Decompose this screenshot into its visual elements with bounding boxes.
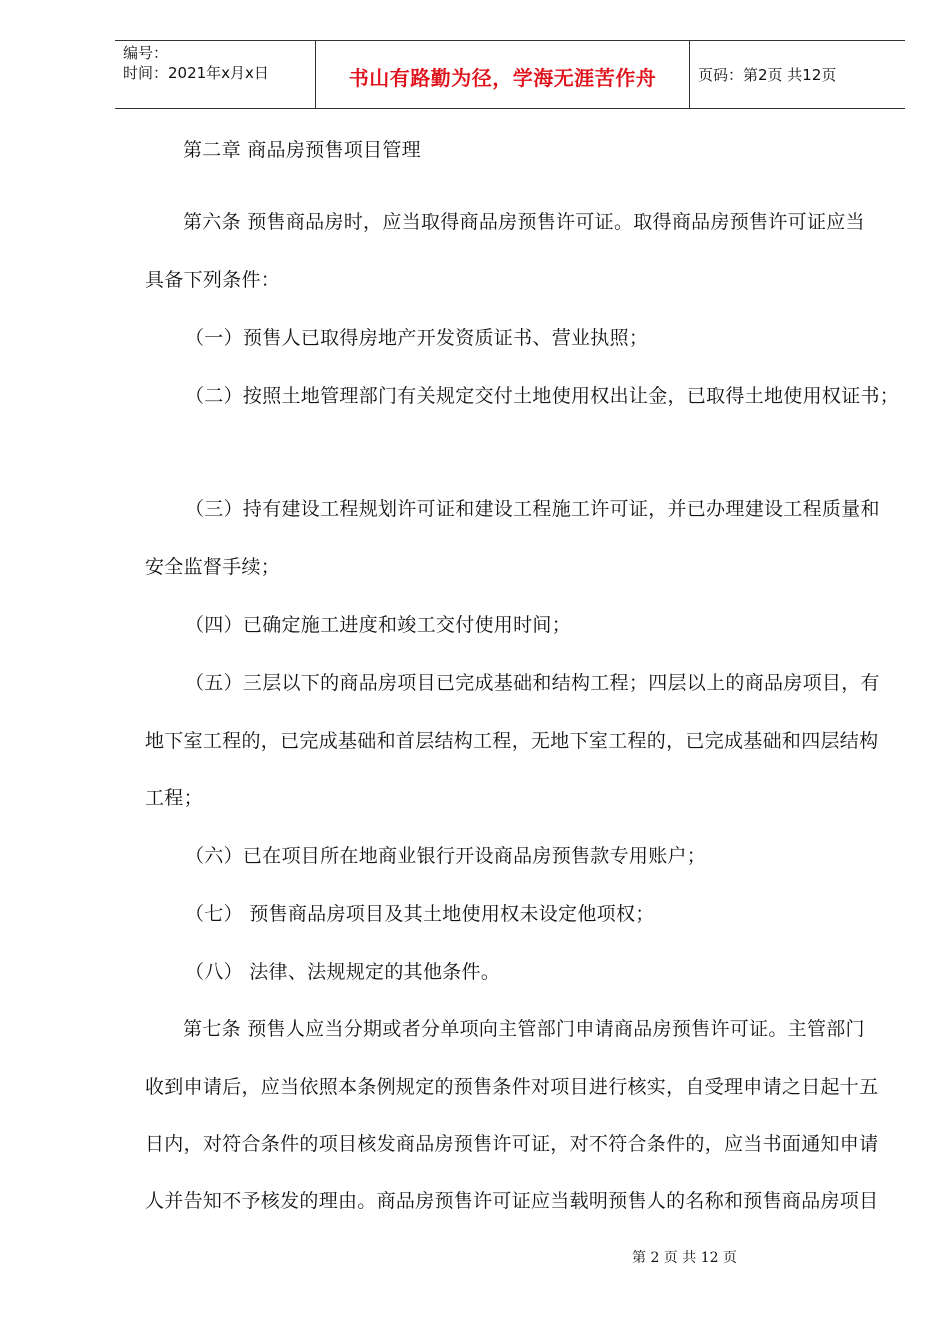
condition-6: （六）已在项目所在地商业银行开设商品房预售款专用账户； [185,845,707,867]
article-6-line-2: 具备下列条件： [145,269,281,291]
condition-5-line-2: 地下室工程的，已完成基础和首层结构工程，无地下室工程的，已完成基础和四层结构 [145,730,879,752]
document-time-label: 时间：2021年x月x日 [123,64,269,82]
page-header [115,40,905,109]
condition-4: （四）已确定施工进度和竣工交付使用时间； [185,614,572,636]
page-footer: 第 2 页 共 12 页 [632,1250,737,1266]
condition-8: （八） 法律、法规规定的其他条件。 [185,961,501,983]
header-meta [115,41,316,108]
condition-5-line-1: （五）三层以下的商品房项目已完成基础和结构工程；四层以上的商品房项目，有 [185,672,880,694]
article-6-line-1: 第六条 预售商品房时，应当取得商品房预售许可证。取得商品房预售许可证应当 [183,211,865,233]
condition-3-line-1: （三）持有建设工程规划许可证和建设工程施工许可证，并已办理建设工程质量和 [185,498,880,520]
header-motto-cell [316,41,690,108]
header-page-cell [690,41,905,108]
condition-7: （七） 预售商品房项目及其土地使用权未设定他项权； [185,903,655,925]
chapter-heading: 第二章 商品房预售项目管理 [183,139,421,161]
condition-1: （一）预售人已取得房地产开发资质证书、营业执照； [185,327,649,349]
article-7-line-1: 第七条 预售人应当分期或者分单项向主管部门申请商品房预售许可证。主管部门 [183,1018,865,1040]
document-number-label: 编号： [123,44,169,62]
condition-5-line-3: 工程； [145,787,203,809]
article-7-line-4: 人并告知不予核发的理由。商品房预售许可证应当载明预售人的名称和预售商品房项目 [145,1190,879,1212]
article-7-line-2: 收到申请后，应当依照本条例规定的预售条件对项目进行核实，自受理申请之日起十五 [145,1076,879,1098]
header-motto: 书山有路勤为径，学海无涯苦作舟 [348,66,657,90]
condition-2: （二）按照土地管理部门有关规定交付土地使用权出让金，已取得土地使用权证书； [185,385,900,407]
condition-3-line-2: 安全监督手续； [145,556,281,578]
header-page-label: 页码：第2页 共12页 [698,66,837,84]
article-7-line-3: 日内，对符合条件的项目核发商品房预售许可证，对不符合条件的，应当书面通知申请 [145,1133,879,1155]
